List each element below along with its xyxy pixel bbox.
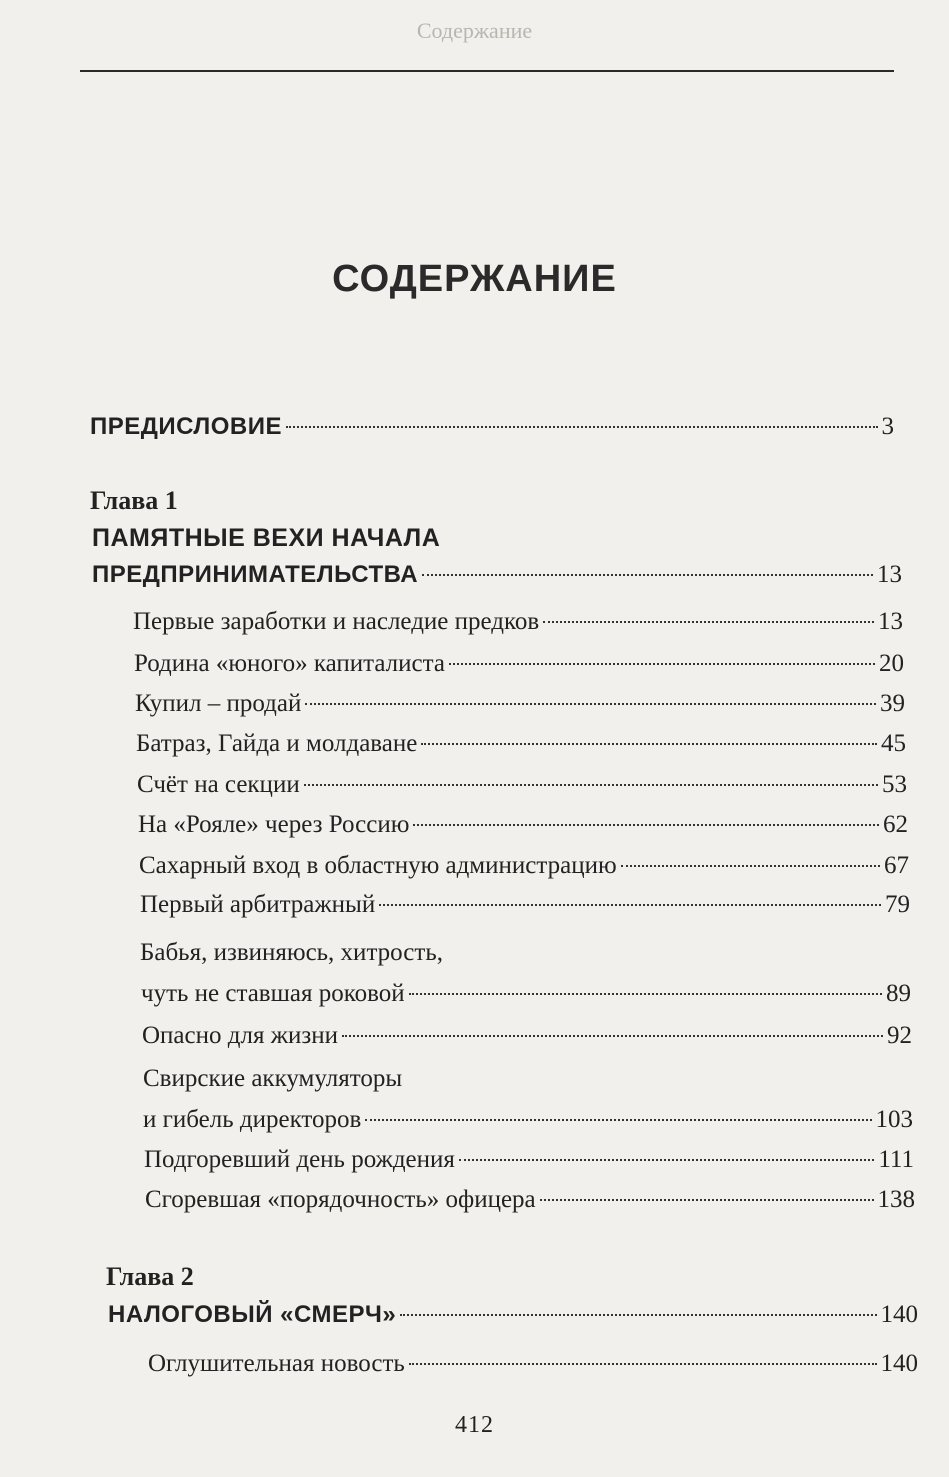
toc-entry [134,649,904,679]
toc-entry [136,729,906,759]
toc-page: 79 [885,891,910,918]
toc-label: и гибель директоров [143,1106,362,1133]
toc-page: 89 [886,980,911,1007]
leader-dots [365,1119,871,1121]
toc-page: 13 [878,608,903,635]
toc-label: Сгоревшая «порядочность» офицера [145,1186,536,1213]
header-rule [80,70,894,72]
leader-dots [621,865,880,867]
leader-dots [422,574,873,576]
toc-entry [141,979,911,1009]
toc-entry-line1: Свирские аккумуляторы [143,1065,403,1092]
toc-label: Опасно для жизни [142,1022,338,1049]
toc-page: 13 [877,561,902,588]
toc-label: чуть не ставшая роковой [141,980,405,1007]
toc-label: Подгоревший день рождения [144,1146,455,1173]
toc-chapter2 [108,1300,918,1330]
toc-label: Первые заработки и наследие предков [133,608,540,635]
toc-label: Оглушительная новость [148,1350,405,1377]
toc-entry [133,607,903,637]
toc-entry [148,1349,918,1379]
leader-dots [543,621,874,623]
toc-label: Счёт на секции [137,771,300,798]
toc-page: 45 [881,730,906,757]
chapter1-title-line1: ПАМЯТНЫЕ ВЕХИ НАЧАЛА [92,524,441,552]
leader-dots [342,1035,883,1037]
toc-page: 92 [887,1022,912,1049]
leader-dots [305,703,876,705]
toc-entry [140,890,910,920]
leader-dots [409,993,882,995]
toc-label: Сахарный вход в областную администрацию [139,852,617,879]
page-title: СОДЕРЖАНИЕ [332,258,617,300]
chapter1-heading: Глава 1 [90,486,178,515]
toc-page: 138 [877,1186,915,1213]
toc-page: 67 [884,852,909,879]
toc-entry [142,1021,912,1051]
leader-dots [413,824,879,826]
toc-entry [143,1105,913,1135]
toc-page: 111 [878,1146,914,1173]
leader-dots [304,784,878,786]
toc-label: Купил – продай [135,690,302,717]
toc-label: ПРЕДИСЛОВИЕ [90,413,282,440]
toc-label: ПРЕДПРИНИМАТЕЛЬСТВА [92,561,419,588]
toc-entry [139,851,909,881]
running-header: Содержание [416,18,533,43]
toc-entry [144,1145,914,1175]
toc-page: 20 [879,650,904,677]
toc-entry [137,770,907,800]
leader-dots [286,426,878,428]
toc-label: Первый арбитражный [140,891,376,918]
toc-page: 140 [880,1350,918,1377]
toc-label: Родина «юного» капиталиста [134,650,445,677]
leader-dots [379,904,881,906]
leader-dots [540,1199,874,1201]
toc-page: 140 [880,1301,918,1328]
toc-entry-line1: Бабья, извиняюсь, хитрость, [140,939,443,966]
leader-dots [421,743,877,745]
leader-dots [400,1314,876,1316]
page-number: 412 [455,1412,494,1438]
leader-dots [449,663,875,665]
toc-entry [138,810,908,840]
toc-entry [135,689,905,719]
toc-preface [90,412,894,442]
toc-label: На «Рояле» через Россию [138,811,410,838]
leader-dots [409,1363,877,1365]
toc-label: НАЛОГОВЫЙ «СМЕРЧ» [108,1301,397,1328]
toc-page: 62 [883,811,908,838]
toc-page: 3 [881,413,894,440]
toc-entry [145,1185,915,1215]
toc-page: 53 [882,771,907,798]
leader-dots [459,1159,874,1161]
toc-label: Батраз, Гайда и молдаване [136,730,418,757]
chapter2-heading: Глава 2 [106,1262,194,1291]
toc-chapter1 [92,560,902,590]
toc-page: 39 [880,690,905,717]
toc-page: 103 [875,1106,913,1133]
